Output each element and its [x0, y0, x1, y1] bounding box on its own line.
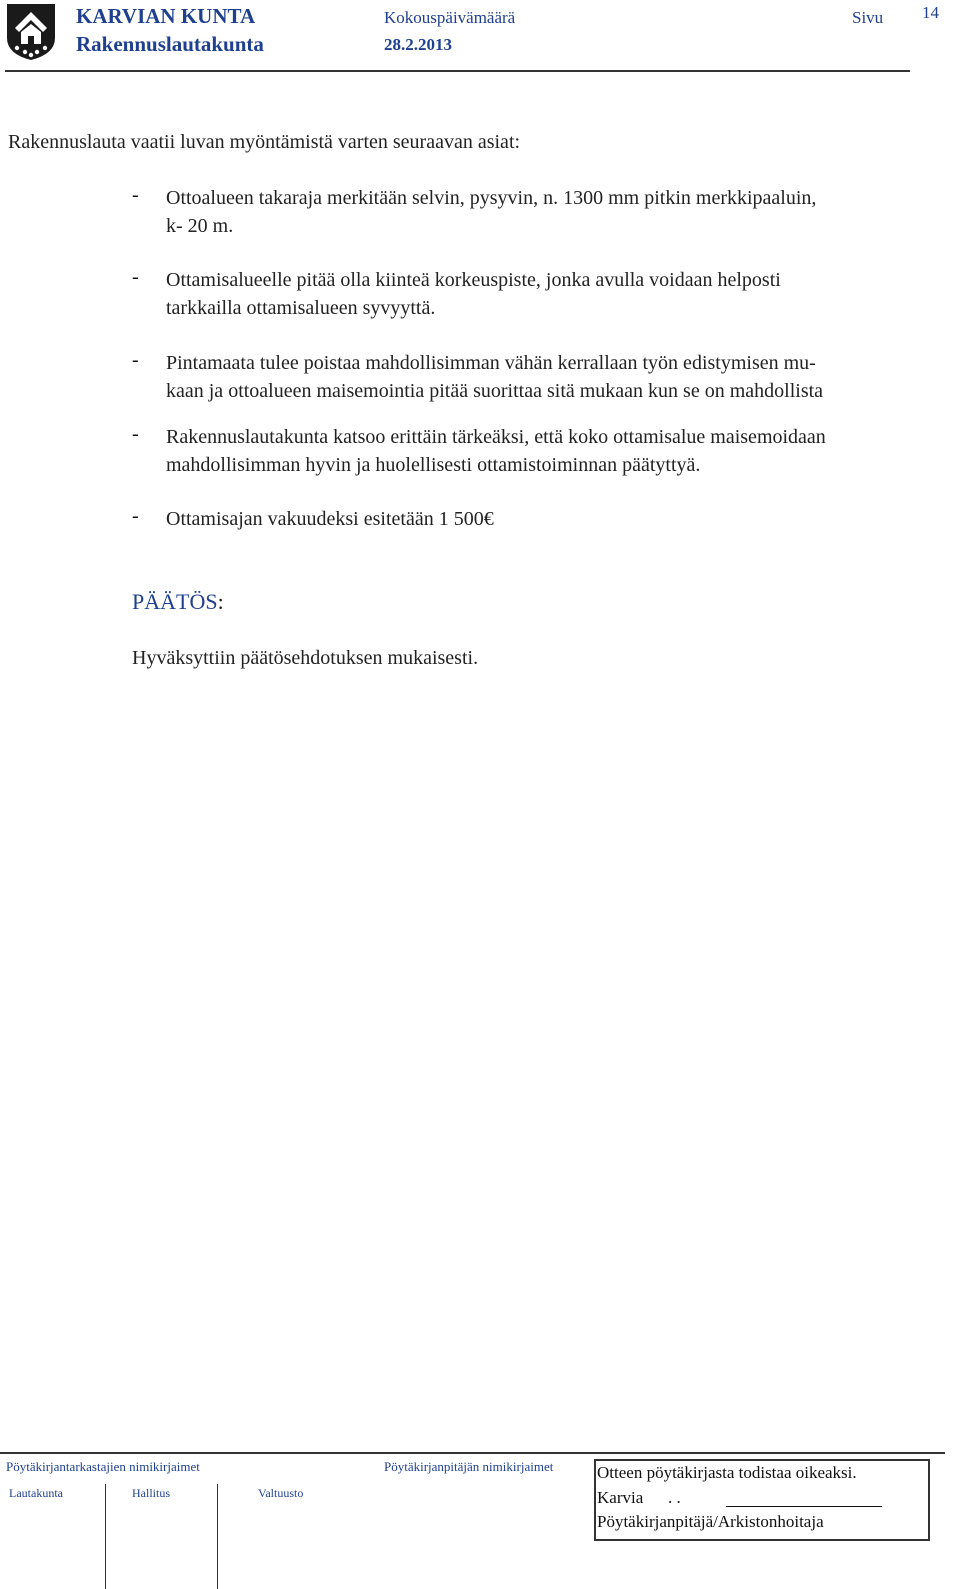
list-item-dash: -: [132, 505, 139, 527]
certificate-line: Otteen pöytäkirjasta todistaa oikeaksi.: [597, 1463, 857, 1482]
column-valtuusto: Valtuusto: [258, 1486, 304, 1500]
signature-line: [726, 1506, 882, 1507]
list-item: [166, 423, 936, 479]
certificate-place: Karvia: [597, 1488, 644, 1507]
list-item-line: mahdollisimman hyvin ja huolellisesti ottamistoiminnan päätyttyä.: [166, 454, 701, 476]
page-label: Sivu: [852, 8, 884, 27]
secretary-initials-label: Pöytäkirjanpitäjän nimikirjaimet: [384, 1459, 554, 1474]
column-divider: [217, 1484, 218, 1589]
list-item: [166, 184, 936, 240]
column-hallitus: Hallitus: [132, 1486, 170, 1500]
footer-rule: [0, 1452, 945, 1454]
list-item-line: tarkkailla ottamisalueen syvyyttä.: [166, 297, 436, 319]
list-item-dash: -: [132, 349, 139, 371]
board-name: Rakennuslautakunta: [76, 32, 264, 56]
column-lautakunta: Lautakunta: [9, 1486, 63, 1500]
decision-heading-colon: :: [217, 589, 224, 614]
certificate-date-dots: . .: [668, 1488, 681, 1507]
list-item: [166, 505, 936, 533]
reviewers-initials-label: Pöytäkirjantarkastajien nimikirjaimet: [6, 1459, 200, 1474]
list-item-dash: -: [132, 266, 139, 288]
decision-text: Hyväksyttiin päätösehdotuksen mukaisesti.: [132, 647, 479, 669]
list-item-line: Ottoalueen takaraja merkitään selvin, pysyvin, n. 1300 mm pitkin merkkipaaluin,: [166, 187, 817, 209]
list-item-line: k- 20 m.: [166, 215, 234, 237]
list-item-line: Ottamisalueelle pitää olla kiinteä korkeuspiste, jonka avulla voidaan helposti: [166, 269, 781, 291]
meeting-date-label: Kokouspäivämäärä: [384, 8, 516, 27]
intro-text: Rakennuslauta vaatii luvan myöntämistä varten seuraavan asiat:: [8, 131, 521, 153]
certificate-box: [594, 1459, 930, 1541]
decision-heading: [132, 589, 224, 615]
municipality-name: KARVIAN KUNTA: [76, 4, 256, 28]
column-divider: [105, 1484, 106, 1589]
decision-heading-text: PÄÄTÖS: [132, 589, 218, 614]
municipality-crest-icon: [5, 2, 57, 62]
list-item-line: Rakennuslautakunta katsoo erittäin tärkeäksi, että koko ottamisalue maisemoidaan: [166, 426, 826, 448]
header-rule: [5, 70, 910, 72]
list-item-line: Ottamisajan vakuudeksi esitetään 1 500€: [166, 508, 494, 530]
certificate-role: Pöytäkirjanpitäjä/Arkistonhoitaja: [597, 1512, 824, 1531]
list-item-line: kaan ja ottoalueen maisemointia pitää suorittaa sitä mukaan kun se on mahdollista: [166, 380, 824, 402]
list-item: [166, 266, 936, 322]
list-item-dash: -: [132, 423, 139, 445]
list-item-dash: -: [132, 184, 139, 206]
page-number: 14: [922, 3, 939, 22]
list-item-line: Pintamaata tulee poistaa mahdollisimman vähän kerrallaan työn edistymisen mu-: [166, 352, 816, 374]
meeting-date: 28.2.2013: [384, 35, 452, 54]
list-item: [166, 349, 936, 405]
